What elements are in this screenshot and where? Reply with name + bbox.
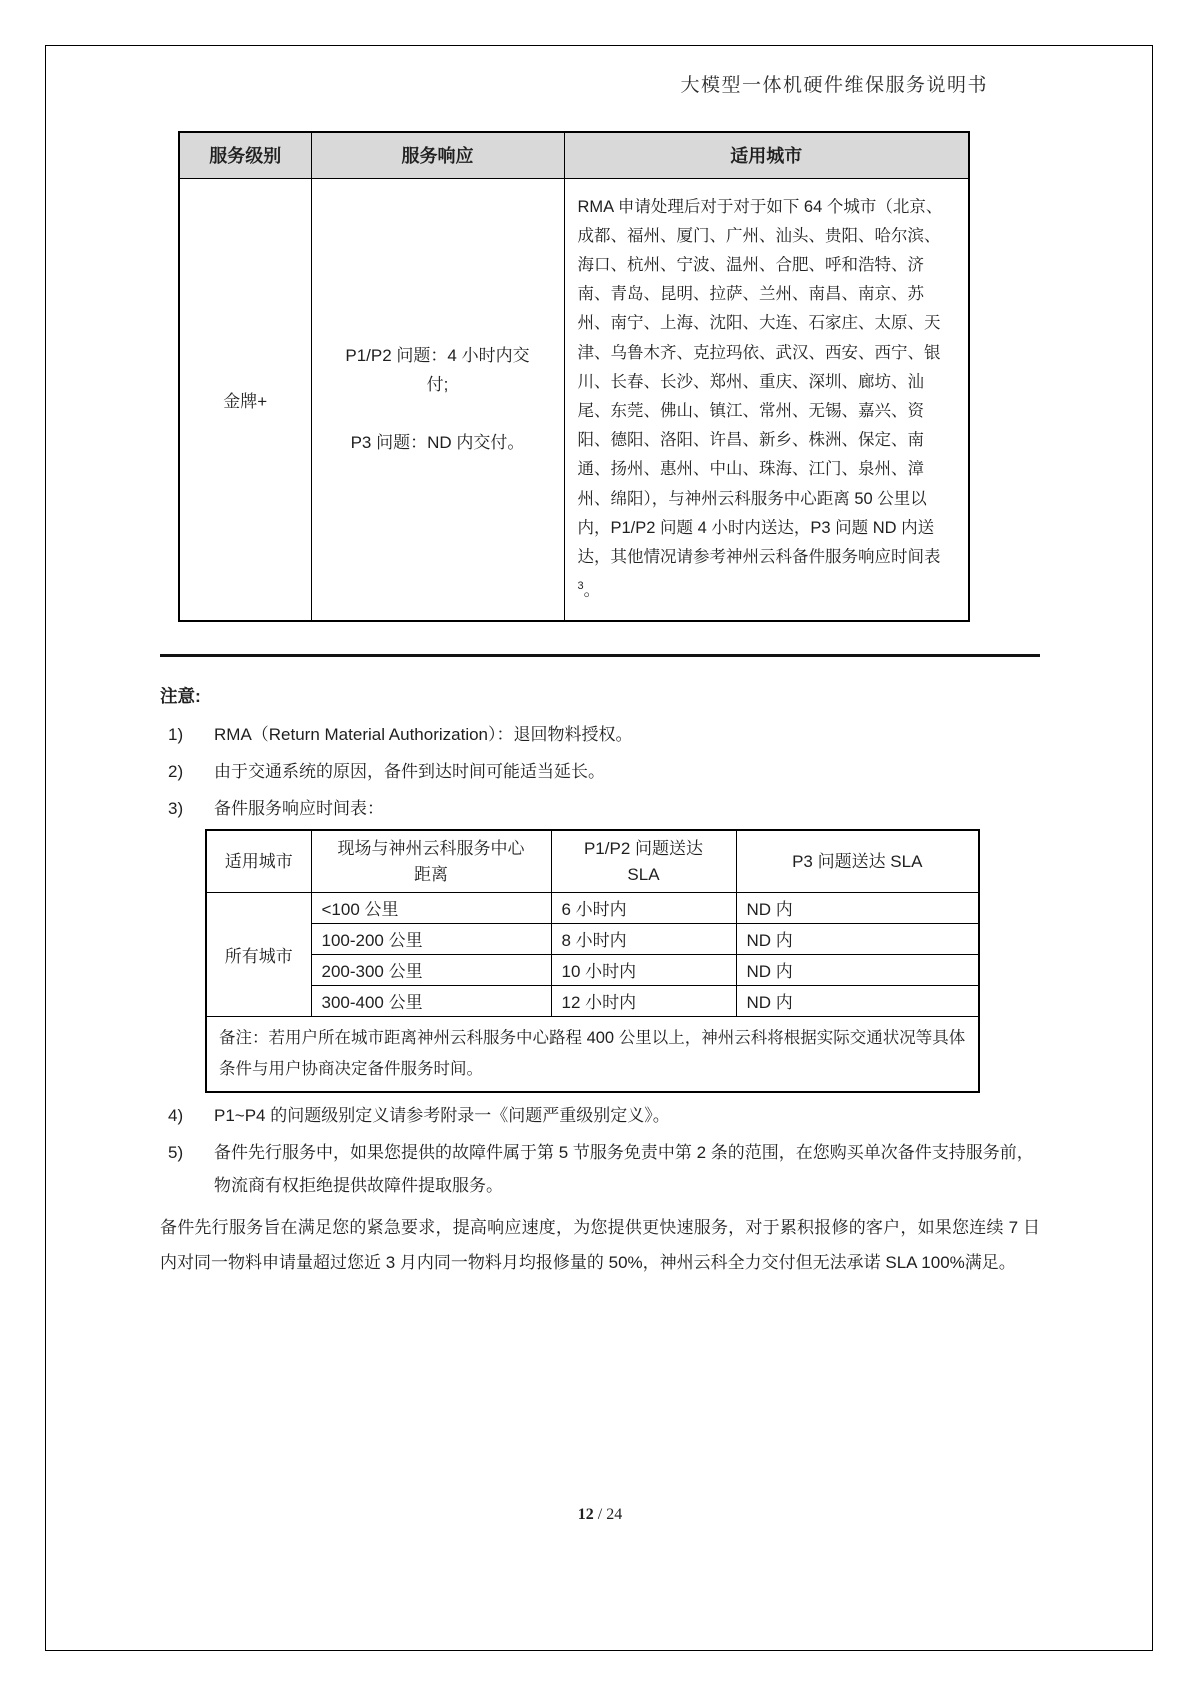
note-item-1 — [168, 718, 1040, 751]
sla-p12-4: 12 小时内 — [551, 985, 736, 1016]
section-divider — [160, 654, 1040, 658]
page-number-total: 24 — [606, 1506, 623, 1523]
note-item-5-text: 备件先行服务中，如果您提供的故障件属于第 5 节服务免责中第 2 条的范围，在您购买单次备件支持服务前，物流商有权拒绝提供故障件提取服务。 — [214, 1142, 1034, 1195]
header-service-level: 服务级别 — [179, 132, 311, 178]
response-p1p2: P1/P2 问题：4 小时内交付; — [345, 346, 530, 395]
note-item-1-text: RMA（Return Material Authorization）：退回物料授权。 — [214, 725, 633, 745]
sla-distance-3: 200-300 公里 — [311, 954, 551, 985]
note-item-3 — [168, 792, 1040, 825]
sla-p12-1: 6 小时内 — [551, 892, 736, 923]
sla-row-2 — [206, 923, 979, 954]
response-p3: P3 问题：ND 内交付。 — [350, 433, 525, 453]
note-item-2-number: 2) — [168, 762, 184, 782]
header-service-response: 服务响应 — [311, 132, 564, 178]
sla-p3-1: ND 内 — [736, 892, 979, 923]
applicable-cities-cell — [564, 178, 969, 621]
service-level-table — [178, 131, 970, 622]
sla-table-header-row — [206, 830, 979, 892]
service-level-table-header-row — [179, 132, 969, 178]
note-item-5 — [168, 1136, 1040, 1202]
cities-text: RMA 申请处理后对于对于如下 64 个城市（北京、成都、福州、厦门、广州、汕头、贵阳、哈尔滨、海口、杭州、宁波、温州、合肥、呼和浩特、济南、青岛、昆明、拉萨、兰州、南昌、南京、苏州、南宁、上海、沈阳、大连、石家庄、太原、天津、乌鲁木齐、克拉玛依、武汉、西安、西宁、银川、长春、长沙、郑州、重庆、深圳、廊坊、汕尾、东莞、佛山、镇江、常州、无锡、嘉兴、资阳、德阳、洛阳、许昌、新乡、株洲、保定、南通、扬州、惠州、中山、珠海、江门、泉州、漳州、绵阳），与神州云科服务中心距离 50 公里以内，P1/P2 问题 4 小时内送达，P3 问题 ND 内送达，其他情况请参考神州云科备件服务响应时间表 — [577, 197, 943, 566]
document-header — [160, 70, 1040, 97]
sla-p3-2: ND 内 — [736, 923, 979, 954]
sla-p3-4: ND 内 — [736, 985, 979, 1016]
sla-remark-row — [206, 1016, 979, 1092]
document-title: 大模型一体机硬件维保服务说明书 — [680, 75, 988, 96]
sla-distance-1: <100 公里 — [311, 892, 551, 923]
sla-header-city: 适用城市 — [206, 830, 311, 892]
page-content — [160, 70, 1040, 1280]
header-applicable-cities: 适用城市 — [564, 132, 969, 178]
note-item-4 — [168, 1099, 1040, 1132]
sla-city-scope-cell: 所有城市 — [206, 892, 311, 1016]
closing-paragraph: 备件先行服务旨在满足您的紧急要求，提高响应速度，为您提供更快速服务，对于累积报修的客户，如果您连续 7 日内对同一物料申请量超过您近 3 月内同一物料月均报修量的 50%，神州云科全力交付但无法承诺 SLA 100%满足。 — [160, 1217, 1040, 1272]
sla-header-p3: P3 问题送达 SLA — [736, 830, 979, 892]
note-item-3-text: 备件服务响应时间表： — [214, 799, 384, 819]
sla-p3-3: ND 内 — [736, 954, 979, 985]
note-item-4-text: P1~P4 的问题级别定义请参考附录一《问题严重级别定义》。 — [214, 1105, 670, 1125]
sla-distance-2: 100-200 公里 — [311, 923, 551, 954]
note-item-2-text: 由于交通系统的原因，备件到达时间可能适当延长。 — [214, 762, 605, 782]
sla-header-distance: 现场与神州云科服务中心距离 — [311, 830, 551, 892]
page-number-footer — [0, 1506, 1200, 1524]
page-number-current: 12 — [577, 1506, 594, 1523]
notice-heading: 注意: — [160, 686, 201, 707]
service-level-table-row — [179, 178, 969, 621]
footnote-ref-3: 3 — [577, 580, 584, 593]
note-item-2 — [168, 755, 1040, 788]
sla-header-p12: P1/P2 问题送达 SLA — [551, 830, 736, 892]
note-item-5-number: 5) — [168, 1142, 184, 1162]
sla-p12-2: 8 小时内 — [551, 923, 736, 954]
sla-remark-cell: 备注：若用户所在城市距离神州云科服务中心路程 400 公里以上，神州云科将根据实际交通状况等具体条件与用户协商决定备件服务时间。 — [206, 1016, 979, 1092]
sla-row-3 — [206, 954, 979, 985]
cities-period: 。 — [583, 581, 601, 600]
sla-row-1 — [206, 892, 979, 923]
sla-p12-3: 10 小时内 — [551, 954, 736, 985]
page-number-separator: / — [597, 1506, 603, 1523]
note-item-3-number: 3) — [168, 799, 184, 819]
service-level-cell: 金牌+ — [179, 178, 311, 621]
sla-row-4 — [206, 985, 979, 1016]
spare-parts-sla-table — [205, 829, 980, 1093]
note-item-4-number: 4) — [168, 1105, 184, 1125]
sla-distance-4: 300-400 公里 — [311, 985, 551, 1016]
service-response-cell — [311, 178, 564, 621]
note-item-1-number: 1) — [168, 725, 184, 745]
